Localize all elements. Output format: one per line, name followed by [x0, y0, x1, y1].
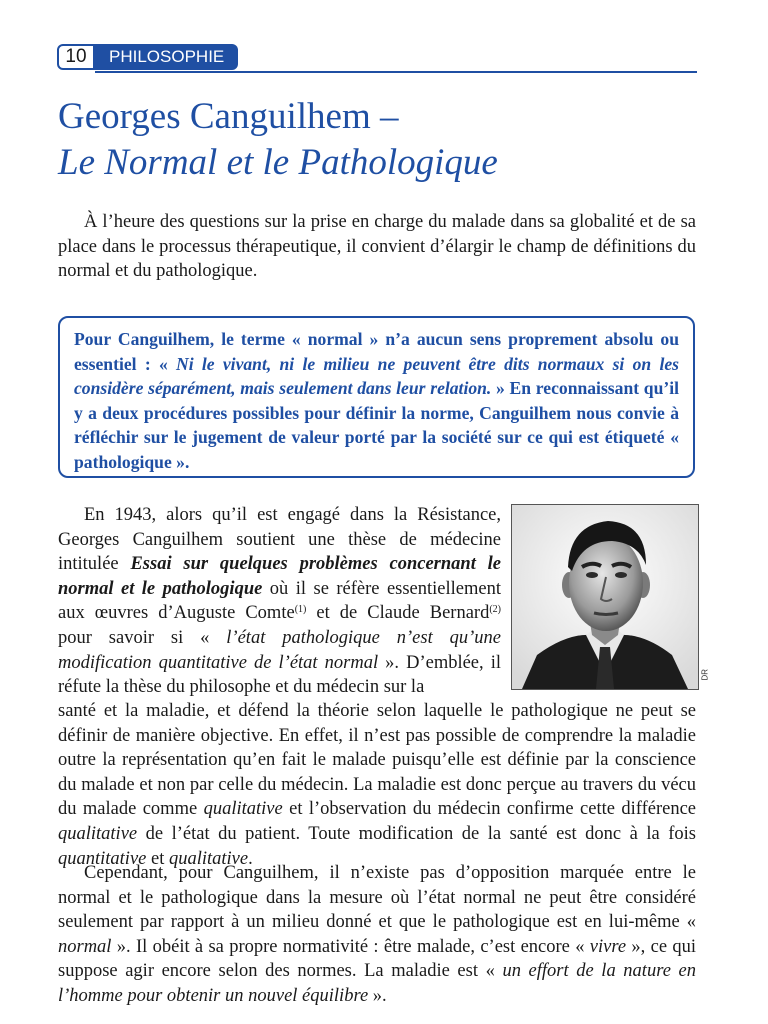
page-header: [57, 44, 697, 74]
quoted-text: l’état pathologique n’est qu’une modification quantitative de l’état normal: [58, 627, 501, 673]
text-run: .: [248, 848, 253, 869]
text-run: En 1943, alors qu’il est engagé dans la Résistance, Georges Canguilhem soutient une thèse de médecine intitulée: [58, 505, 501, 575]
title-line-2: Le Normal et le Pathologique: [58, 142, 498, 183]
text-run: pour savoir si «: [58, 627, 227, 648]
text-run: et: [146, 848, 169, 869]
emphasis: normal: [58, 936, 112, 957]
emphasis: vivre: [589, 936, 627, 957]
book-title: Essai sur quelques problèmes concernant le normal et le pathologique: [58, 554, 502, 599]
text-run: ».: [368, 985, 387, 1006]
text-run: de l’état du patient. Toute modification de la santé est donc à la fois: [137, 823, 696, 844]
highlight-box: [58, 316, 695, 478]
body-paragraph-2-top: [58, 503, 501, 700]
emphasis: quantitative: [58, 848, 147, 869]
intro-paragraph: À l’heure des questions sur la prise en charge du malade dans sa globalité et de sa place dans le processus thérapeutique, il convient d’élargir le champ de définitions du normal et du pathologique.: [58, 212, 696, 282]
footnote-ref-1: (1): [294, 604, 307, 616]
box-text-1: Pour Canguilhem, le terme « normal » n’a aucun sens proprement absolu ou essentiel : «: [74, 329, 679, 374]
article-title: [58, 94, 698, 186]
text-run: où il se réfère essentiellement aux œuvres d’Auguste Comte: [58, 578, 501, 624]
body-paragraph-3: [58, 861, 696, 1009]
quoted-text: un effort de la nature en l’homme pour obtenir un nouvel équilibre: [58, 961, 696, 1006]
box-quote: Ni le vivant, ni le milieu ne peuvent être dits normaux si on les considère séparément, mais seulement dans leur relation.: [74, 353, 679, 398]
portrait-image: [512, 505, 698, 689]
text-run: ». D’emblée, il réfute la thèse du philosophe et du médecin sur la: [58, 652, 501, 698]
body-paragraph-2-bottom: [58, 699, 696, 871]
text-run: et l’observation du médecin confirme cette différence: [282, 799, 696, 820]
emphasis: qualitative: [168, 848, 249, 869]
text-run: santé et la maladie, et défend la théorie selon laquelle le pathologique ne peut se définir de manière objective. En effet, il n’est pas possible de comprendre la maladie outre la représentation qu’en fait le malade puisqu’elle est définie par la conscience du malade et non par celle du médecin. La maladie est donc perçue au travers du vécu du malade comme: [58, 701, 696, 820]
header-rule: [95, 71, 697, 73]
emphasis: qualitative: [203, 799, 283, 820]
photo-credit: DR: [700, 668, 710, 681]
page-number: 10: [57, 44, 95, 70]
text-run: », ce qui suppose agir encore selon des normes. La maladie est «: [58, 936, 696, 982]
footnote-ref-2: (2): [489, 604, 502, 616]
text-run: Cependant, pour Canguilhem, il n’existe pas d’opposition marquée entre le normal et le pathologique dans la mesure où l’état normal ne peut être considéré seulement par rapport à un milieu donné et que le pathologique est en lui-même «: [58, 863, 696, 933]
section-label: PHILOSOPHIE: [95, 44, 238, 70]
box-text-2: » En reconnaissant qu’il y a deux procédures possibles pour définir la norme, Canguilhem nous convie à réfléchir sur le jugement de valeur porté par la société sur ce qui est étiqueté « pathologique ».: [74, 378, 680, 472]
text-run: ». Il obéit à sa propre normativité : être malade, c’est encore «: [111, 936, 590, 957]
text-run: et de Claude Bernard: [306, 603, 490, 624]
portrait-photo: [511, 504, 699, 690]
emphasis: qualitative: [58, 823, 138, 844]
title-line-1: Georges Canguilhem –: [58, 96, 399, 137]
